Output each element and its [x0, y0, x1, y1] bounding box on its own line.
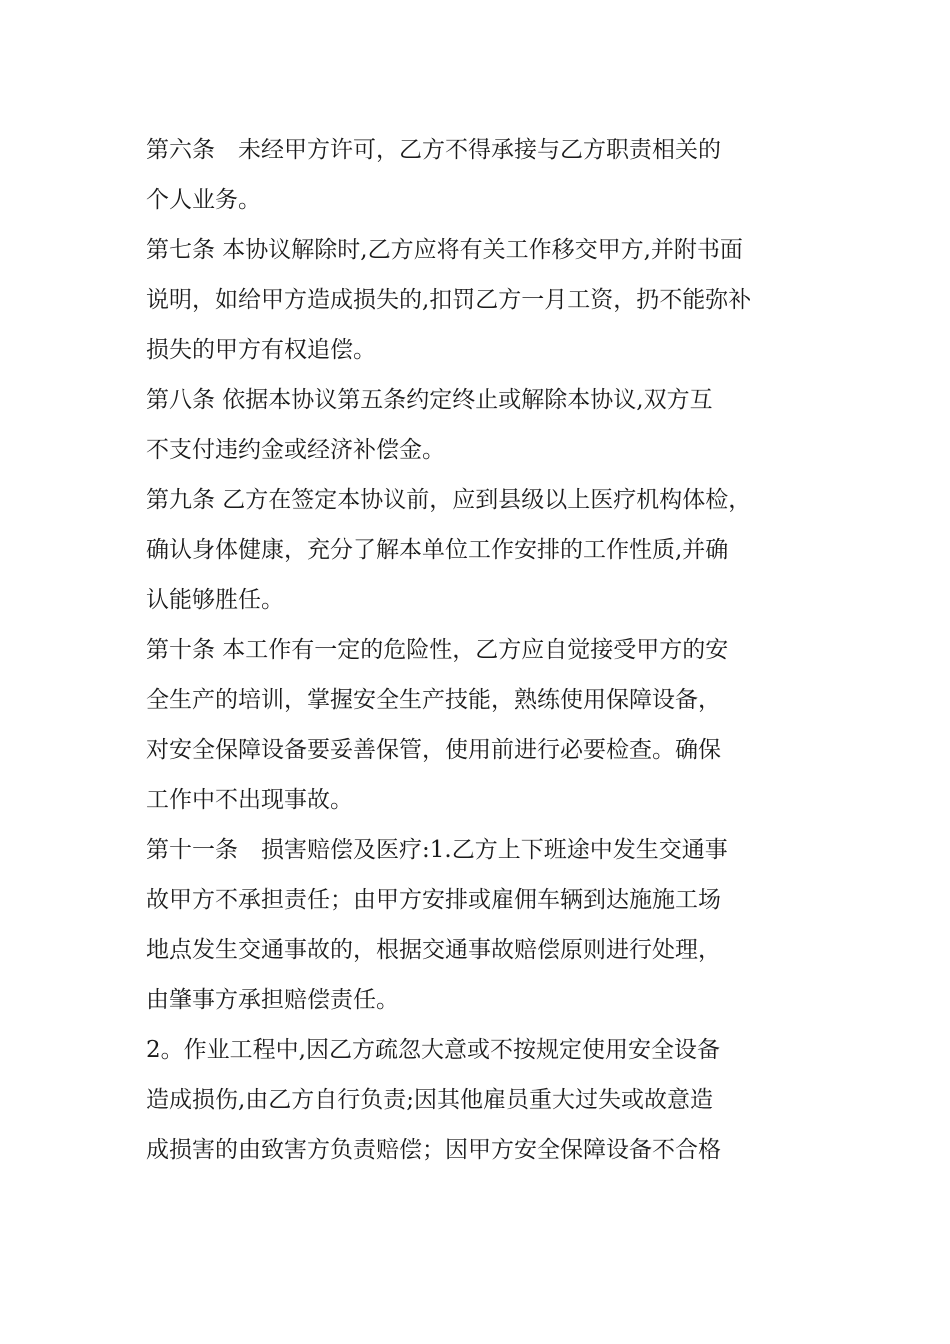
- text-line: 不支付违约金或经济补偿金。: [146, 437, 445, 463]
- text-line: 损失的甲方有权追偿。: [146, 337, 376, 363]
- text-line: 个人业务。: [146, 187, 261, 213]
- text-line: 认能够胜任。: [146, 587, 284, 613]
- text-line: 第九条 乙方在签定本协议前，应到县级以上医疗机构体检，: [146, 487, 752, 513]
- text-line: 故甲方不承担责任；由甲方安排或雇佣车辆到达施施工场: [146, 887, 721, 913]
- text-line: 成损害的由致害方负责赔偿；因甲方安全保障设备不合格: [146, 1137, 721, 1163]
- text-line: 第六条 未经甲方许可，乙方不得承接与乙方职责相关的: [146, 137, 721, 163]
- text-line: 第十条 本工作有一定的危险性，乙方应自觉接受甲方的安: [146, 637, 729, 663]
- text-line: 2。作业工程中,因乙方疏忽大意或不按规定使用安全设备: [146, 1037, 720, 1063]
- text-line: 第八条 依据本协议第五条约定终止或解除本协议,双方互: [146, 387, 713, 413]
- text-line: 第十一条 损害赔偿及医疗:1.乙方上下班途中发生交通事: [146, 837, 728, 863]
- text-line: 由肇事方承担赔偿责任。: [146, 987, 399, 1013]
- text-line: 说明，如给甲方造成损失的,扣罚乙方一月工资，扔不能弥补: [146, 287, 752, 313]
- text-line: 第七条 本协议解除时,乙方应将有关工作移交甲方,并附书面: [146, 237, 743, 263]
- text-line: 地点发生交通事故的，根据交通事故赔偿原则进行处理，: [146, 937, 721, 963]
- text-line: 工作中不出现事故。: [146, 787, 353, 813]
- text-line: 造成损伤,由乙方自行负责;因其他雇员重大过失或故意造: [146, 1087, 714, 1113]
- text-line: 全生产的培训，掌握安全生产技能，熟练使用保障设备，: [146, 687, 721, 713]
- text-line: 对安全保障设备要妥善保管，使用前进行必要检查。确保: [146, 737, 721, 763]
- text-line: 确认身体健康，充分了解本单位工作安排的工作性质,并确: [146, 537, 729, 563]
